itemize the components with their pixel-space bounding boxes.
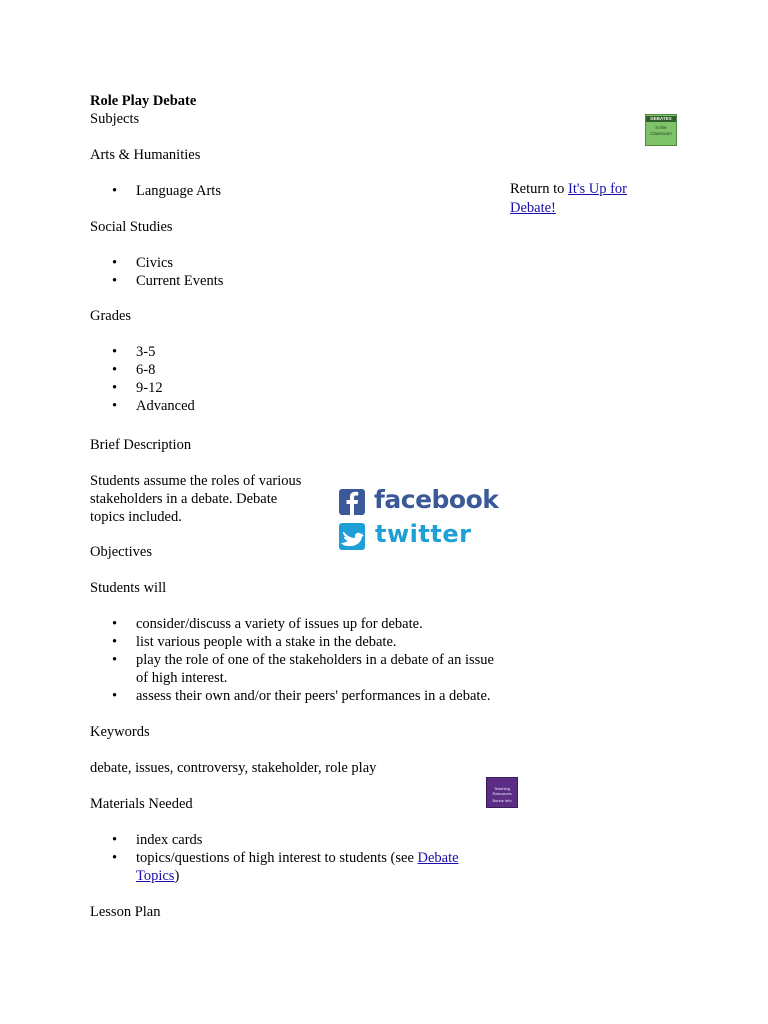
return-link-block [510,199,556,218]
subjects-label: Subjects [90,111,140,127]
bullet-icon: • [112,344,118,360]
return-link-block: Return to It's Up for [510,181,627,197]
brief-description-line: Students assume the roles of various [90,473,302,489]
debates-classroom-badge[interactable]: DEBATES in the Classroom [645,114,677,146]
debate-topics-link[interactable]: Topics [136,868,175,884]
debate-topics-link[interactable]: Debate [417,850,459,866]
bullet-icon: • [112,255,118,271]
students-will-label: Students will [90,580,167,596]
bullet-icon: • [112,688,118,704]
grades-label: Grades [90,308,132,324]
brief-description-line: topics included. [90,509,182,525]
bullet-icon: • [112,273,118,289]
facebook-icon [339,489,365,515]
twitter-icon [339,523,365,550]
bullet-icon: • [112,616,118,632]
brief-description-label: Brief Description [90,437,192,453]
lesson-plan-label: Lesson Plan [90,904,161,920]
bullet-icon: • [112,362,118,378]
facebook-share[interactable]: facebook [339,488,479,518]
keywords-label: Keywords [90,724,150,740]
bullet-icon: • [112,832,118,848]
bullet-icon: • [112,634,118,650]
return-link[interactable]: Debate! [510,200,556,216]
social-studies-label: Social Studies [90,219,173,235]
materials-label: Materials Needed [90,796,193,812]
teaching-resources-badge[interactable]: Teaching Resources Bonus Info [486,777,518,808]
bullet-icon: • [112,850,118,866]
brief-description-line: stakeholders in a debate. Debate [90,491,278,507]
bullet-icon: • [112,652,118,668]
bullet-icon: • [112,398,118,414]
objectives-label: Objectives [90,544,153,560]
return-link[interactable]: It's Up for [568,181,627,197]
twitter-share[interactable]: twitter [339,522,479,552]
keywords-text: debate, issues, controversy, stakeholder, role play [90,760,377,776]
page-title: Role Play Debate [90,93,197,109]
bullet-icon: • [112,380,118,396]
arts-label: Arts & Humanities [90,147,201,163]
bullet-icon: • [112,183,118,199]
